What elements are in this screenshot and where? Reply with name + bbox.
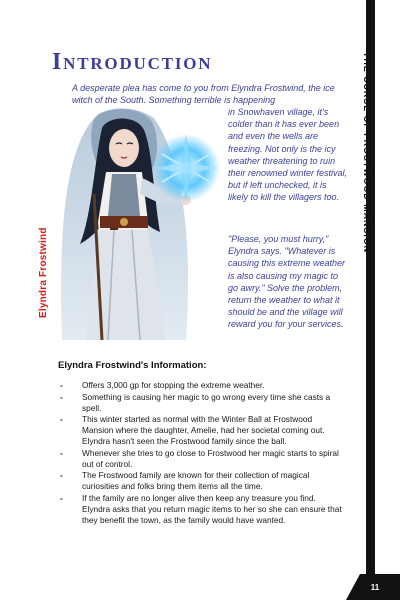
info-item: - Something is causing her magic to go wrong every time she casts a spell. bbox=[58, 392, 344, 414]
info-item: - If the family are no longer alive then keep any treasure you find. Elyndra asks that you return magic items to her so she can ensure that they benefit the town, as the family would have wanted. bbox=[58, 493, 344, 525]
caption-text: Elyndra Frostwind bbox=[38, 227, 49, 318]
info-item: - The Frostwood family are known for their collection of magical curiosities and folks bring them items all the time. bbox=[58, 470, 344, 492]
page-number: 11 bbox=[370, 583, 380, 592]
info-list bbox=[58, 380, 344, 526]
info-heading: Elyndra Frostwind's Information: bbox=[58, 360, 207, 371]
info-item: - Offers 3,000 gp for stopping the extreme weather. bbox=[58, 380, 344, 391]
intro-lead-text: A desperate plea has come to you from Elyndra Frostwind, the ice witch of the South. Something terrible is happening bbox=[72, 83, 335, 105]
page-title: Introduction bbox=[52, 49, 213, 75]
info-item: - Whenever she tries to go close to Frostwood her magic starts to spiral out of control. bbox=[58, 448, 344, 470]
intro-body-text: in Snowhaven village, it's colder than it has ever been and even the wells are freezing. Not only is the icy weather threatening to ruin their renowned winter festival, but if left unchecked, it is likely to kill the villagers too. bbox=[228, 107, 348, 203]
ice-witch-illustration bbox=[36, 104, 228, 340]
info-item: - This winter started as normal with the Winter Ball at Frostwood Mansion where the daughter, Amelie, had her societal coming out. Elyndra hasn't seen the Frostwood family since the ball. bbox=[58, 414, 344, 446]
quote-text: "Please, you must hurry," Elyndra says. "Whatever is causing this extreme weather is also causing my magic to go awry." Solve the problem, return the weather to what it should be and the village will reward you for your services. bbox=[228, 234, 346, 330]
section-title: THE CURSE OF FROSTWOOD MANSION bbox=[362, 52, 372, 253]
